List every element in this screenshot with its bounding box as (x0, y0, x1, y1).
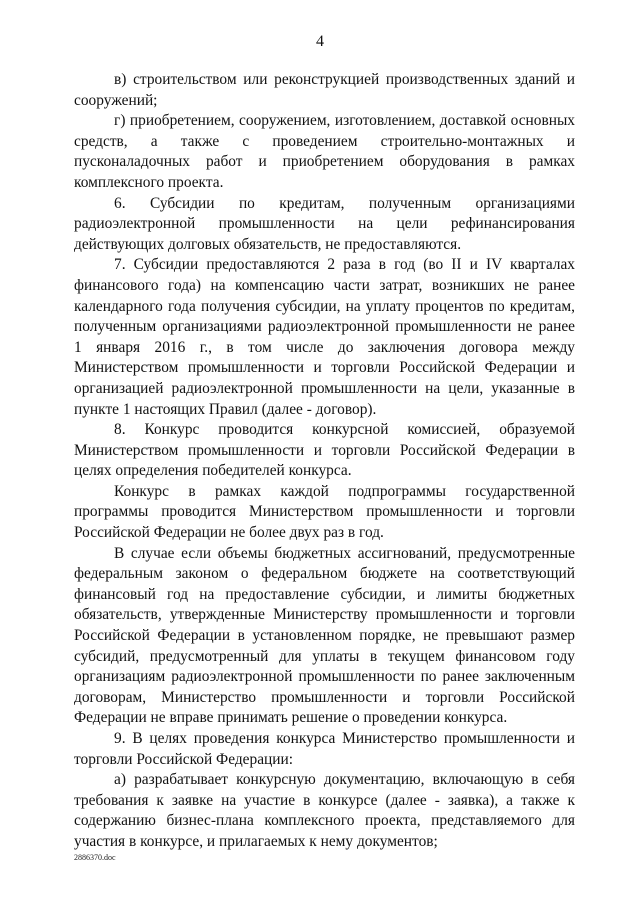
paragraph-item-6: 6. Субсидии по кредитам, полученным организациями радиоэлектронной промышленности на цели рефинансирования действующих долговых обязательств, не предоставляются. (74, 194, 575, 253)
paragraph-item-v: в) строительством или реконструкцией производственных зданий и сооружений; (74, 71, 575, 109)
paragraph-item-g: г) приобретением, сооружением, изготовлением, доставкой основных средств, а также с проведением строительно-монтажных и пусконаладочных работ и приобретением оборудования в рамках комплексного проекта. (74, 112, 575, 191)
paragraph-item-9: 9. В целях проведения конкурса Министерство промышленности и торговли Российской Федерации: (74, 730, 575, 768)
paragraph-item-9a: а) разрабатывает конкурсную документацию, включающую в себя требования к заявке на участие в конкурсе (далее - заявка), а также к содержанию бизнес-плана комплексного проекта, представляемого для участия в конкурсе, и прилагаемых к нему документов; (74, 771, 575, 850)
paragraph-item-7: 7. Субсидии предоставляются 2 раза в год (во II и IV кварталах финансового года) на компенсацию части затрат, возникших не ранее календарного года получения субсидии, на уплату процентов по кредитам, полученным организациями радиоэлектронной промышленности не ранее 1 января 2016 г., в том числе до заключения договора между Министерством промышленности и торговли Российской Федерации и организацией радиоэлектронной промышленности на цели, указанные в пункте 1 настоящих Правил (далее - договор). (74, 256, 575, 418)
document-body (74, 70, 575, 853)
page-number: 4 (316, 33, 324, 50)
paragraph-budget-condition: В случае если объемы бюджетных ассигнований, предусмотренные федеральным законом о федеральном бюджете на соответствующий финансовый год на предоставление субсидии, и лимиты бюджетных обязательств, утвержденные Министерству промышленности и торговли Российской Федерации в установленном порядке, не превышают размер субсидий, предусмотренный для уплаты в текущем финансовом году организациям радиоэлектронной промышленности по ранее заключенным договорам, Министерство промышленности и торговли Российской Федерации не вправе принимать решение о проведении конкурса. (74, 544, 575, 727)
file-name-footer: 2886370.doc (74, 853, 116, 862)
paragraph-contest-frequency: Конкурс в рамках каждой подпрограммы государственной программы проводится Министерством промышленности и торговли Российской Федерации не более двух раз в год. (74, 482, 575, 542)
paragraph-item-8: 8. Конкурс проводится конкурсной комиссией, образуемой Министерством промышленности и торговли Российской Федерации в целях определения победителей конкурса. (74, 421, 575, 480)
